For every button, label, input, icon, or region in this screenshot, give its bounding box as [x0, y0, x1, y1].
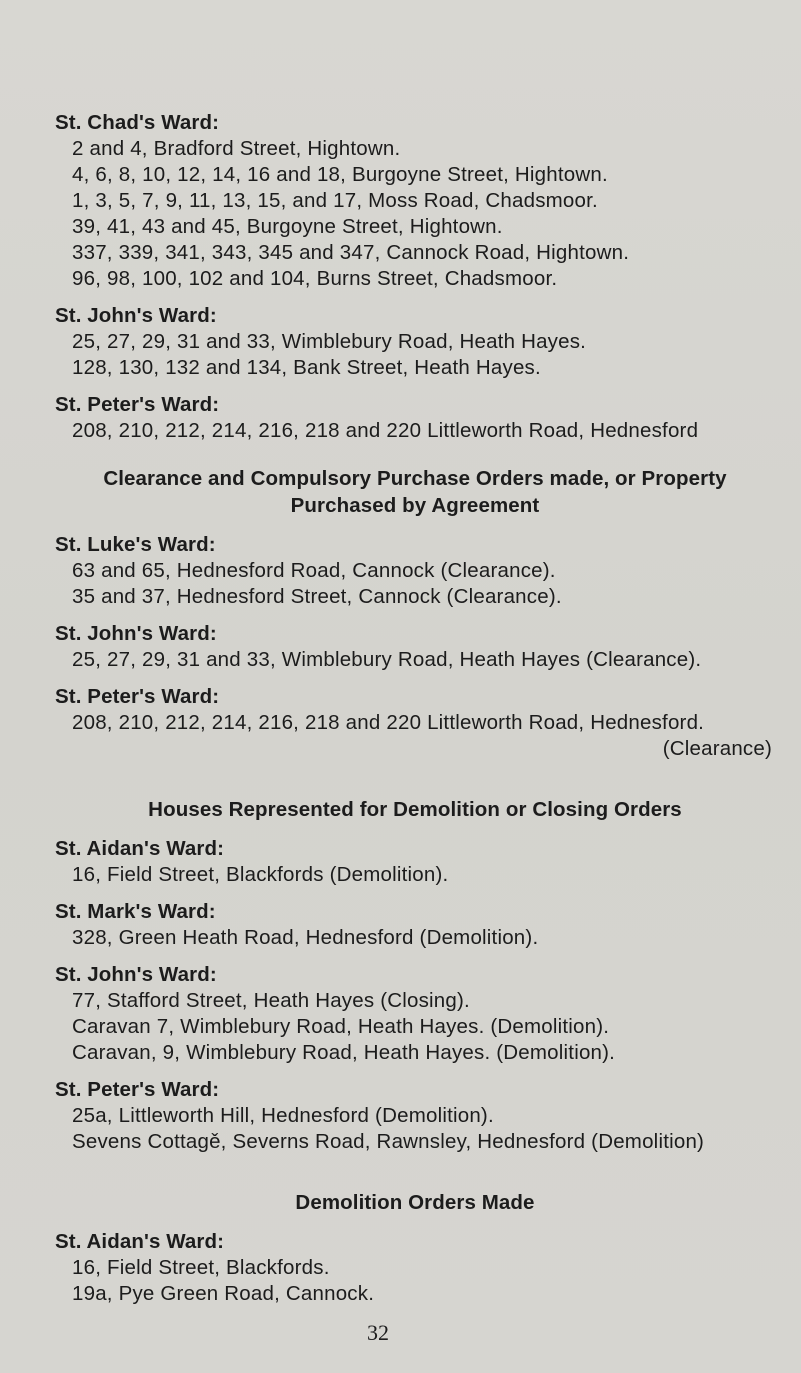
property-entry: 25, 27, 29, 31 and 33, Wimblebury Road, Heath Hayes (Clearance). [72, 648, 702, 671]
ward-group [55, 899, 775, 951]
ward-group [55, 962, 775, 1066]
ward-group [55, 621, 775, 673]
property-entry: 77, Stafford Street, Heath Hayes (Closing). [72, 989, 470, 1012]
ward-name: St. John's Ward: [55, 622, 217, 645]
section-heading-line: Houses Represented for Demolition or Closing Orders [148, 798, 682, 821]
property-entry: 16, Field Street, Blackfords. [72, 1256, 330, 1279]
property-entry: 1, 3, 5, 7, 9, 11, 13, 15, and 17, Moss Road, Chadsmoor. [72, 189, 598, 212]
ward-group [55, 836, 775, 888]
ward-group [55, 110, 775, 292]
ward-name: St. Aidan's Ward: [55, 837, 225, 860]
property-entry-continuation: (Clearance) [662, 737, 772, 760]
property-entry: 35 and 37, Hednesford Street, Cannock (Clearance). [72, 585, 562, 608]
section-heading-line: Purchased by Agreement [290, 494, 540, 517]
property-entry: 208, 210, 212, 214, 216, 218 and 220 Littleworth Road, Hednesford [72, 419, 699, 442]
ward-name: St. Mark's Ward: [55, 900, 216, 923]
ward-name: St. Chad's Ward: [55, 111, 220, 134]
ward-group [55, 684, 775, 762]
property-entry: 208, 210, 212, 214, 216, 218 and 220 Littleworth Road, Hednesford. [72, 711, 705, 734]
property-entry: 19a, Pye Green Road, Cannock. [72, 1282, 375, 1305]
property-entry: Caravan 7, Wimblebury Road, Heath Hayes. (Demolition). [72, 1015, 610, 1038]
property-entry: 96, 98, 100, 102 and 104, Burns Street, Chadsmoor. [72, 267, 558, 290]
page-number: 32 [367, 1320, 389, 1345]
property-entry: 328, Green Heath Road, Hednesford (Demolition). [72, 926, 539, 949]
property-entry: 4, 6, 8, 10, 12, 14, 16 and 18, Burgoyne Street, Hightown. [72, 163, 608, 186]
property-entry: 2 and 4, Bradford Street, Hightown. [72, 137, 401, 160]
property-entry: 337, 339, 341, 343, 345 and 347, Cannock Road, Hightown. [72, 241, 630, 264]
ward-group [55, 392, 775, 444]
ward-group [55, 532, 775, 610]
ward-group [55, 303, 775, 381]
property-entry: Caravan, 9, Wimblebury Road, Heath Hayes. (Demolition). [72, 1041, 616, 1064]
property-entry: 128, 130, 132 and 134, Bank Street, Heath Hayes. [72, 356, 541, 379]
property-entry: Sevens Cottagě, Severns Road, Rawnsley, Hednesford (Demolition) [72, 1130, 705, 1153]
ward-name: St. John's Ward: [55, 304, 217, 327]
property-entry: 16, Field Street, Blackfords (Demolition). [72, 863, 449, 886]
ward-name: St. Peter's Ward: [55, 685, 220, 708]
section-heading-line: Demolition Orders Made [295, 1191, 535, 1214]
ward-name: St. John's Ward: [55, 963, 217, 986]
document-content [55, 110, 775, 1318]
ward-name: St. Peter's Ward: [55, 393, 220, 416]
property-entry: 63 and 65, Hednesford Road, Cannock (Clearance). [72, 559, 556, 582]
section-heading [55, 1189, 775, 1216]
section-heading [55, 465, 775, 519]
ward-name: St. Aidan's Ward: [55, 1230, 225, 1253]
property-entry: 39, 41, 43 and 45, Burgoyne Street, Hightown. [72, 215, 503, 238]
ward-name: St. Luke's Ward: [55, 533, 216, 556]
section-heading [55, 796, 775, 823]
ward-group [55, 1077, 775, 1155]
property-entry: 25, 27, 29, 31 and 33, Wimblebury Road, Heath Hayes. [72, 330, 587, 353]
section-heading-line: Clearance and Compulsory Purchase Orders made, or Property [103, 467, 727, 490]
ward-group [55, 1229, 775, 1307]
property-entry: 25a, Littleworth Hill, Hednesford (Demolition). [72, 1104, 494, 1127]
ward-name: St. Peter's Ward: [55, 1078, 220, 1101]
